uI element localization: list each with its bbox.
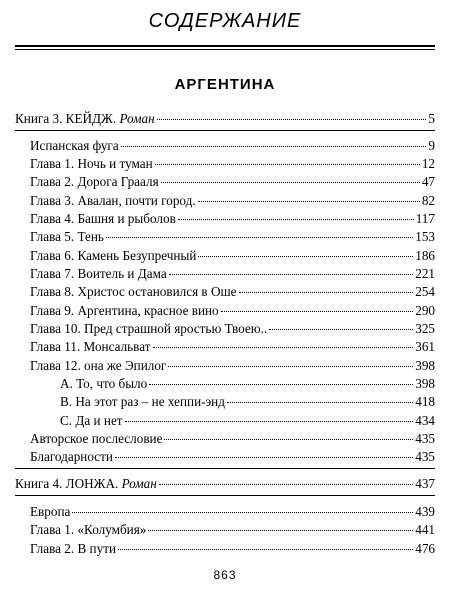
toc-entry-label: Книга 3. КЕЙДЖ. Роман <box>15 111 155 126</box>
toc-entry-page: 153 <box>415 229 435 244</box>
leader-dots <box>153 346 414 348</box>
toc-entry[interactable] <box>30 247 435 264</box>
toc-entry[interactable] <box>30 503 435 520</box>
toc-entry[interactable] <box>30 338 435 355</box>
toc-entry-label: Глава 12. она же Эпилог <box>30 358 167 373</box>
leader-dots <box>164 438 413 440</box>
toc-entry[interactable] <box>30 283 435 300</box>
toc-entry-label: Глава 1. «Колумбия» <box>30 522 147 537</box>
page-header <box>0 10 450 33</box>
toc-entry-page: 435 <box>415 431 435 446</box>
toc-entry-page: 117 <box>415 211 435 226</box>
book-divider <box>15 468 435 469</box>
leader-dots <box>227 401 413 403</box>
toc-entry-label: А. То, что было <box>60 376 148 391</box>
toc-entry[interactable] <box>30 192 435 209</box>
toc-entry-page: 439 <box>415 504 435 519</box>
page-number: 863 <box>213 568 237 582</box>
toc-entry-page: 441 <box>415 522 435 537</box>
toc-entry-page: 254 <box>415 284 435 299</box>
leader-dots <box>149 383 413 385</box>
leader-dots <box>178 218 414 220</box>
leader-dots <box>169 273 413 275</box>
toc-entry-page: 398 <box>415 376 435 391</box>
toc-book-4[interactable] <box>15 475 435 492</box>
toc-entry-page: 221 <box>415 266 435 281</box>
toc-entry-page: 290 <box>415 303 435 318</box>
toc-entry[interactable] <box>30 430 435 447</box>
leader-dots <box>157 118 427 120</box>
toc-entry-label: Глава 6. Камень Безупречный <box>30 248 197 263</box>
toc-entry-label: Благодарности <box>30 449 113 464</box>
toc-entry-page: 434 <box>415 413 435 428</box>
toc-entry-label: Испанская фуга <box>30 138 119 153</box>
leader-dots <box>161 181 420 183</box>
toc-entry-label: Глава 4. Башня и рыболов <box>30 211 176 226</box>
toc-entry-label: Глава 11. Монсальват <box>30 339 151 354</box>
leader-dots <box>155 163 420 165</box>
toc-entry-label: Глава 1. Ночь и туман <box>30 156 153 171</box>
toc-entry[interactable] <box>30 357 435 374</box>
toc-entry-page: 325 <box>415 321 435 336</box>
toc-subentry[interactable] <box>60 393 435 410</box>
part-title: АРГЕНТИНА <box>174 76 276 93</box>
toc-entry-label: Глава 3. Авалан, почти город. <box>30 193 196 208</box>
toc-entry-page: 9 <box>428 138 435 153</box>
book-divider <box>15 130 435 131</box>
toc-entry-page: 186 <box>415 248 435 263</box>
toc-entry-label: Глава 8. Христос остановился в Оше <box>30 284 237 299</box>
toc-entry-label: Книга 4. ЛОНЖА. Роман <box>15 476 157 491</box>
toc-entry[interactable] <box>30 320 435 337</box>
leader-dots <box>106 236 413 238</box>
toc-book-3[interactable] <box>15 110 435 127</box>
toc-subentry[interactable] <box>60 412 435 429</box>
toc-entry[interactable] <box>30 521 435 538</box>
toc-entry-label: Глава 5. Тень <box>30 229 104 244</box>
toc-entry[interactable] <box>30 448 435 465</box>
toc-entry[interactable] <box>30 173 435 190</box>
toc-entry-page: 435 <box>415 449 435 464</box>
header-rule-thick <box>15 45 435 47</box>
leader-dots <box>239 291 414 293</box>
leader-dots <box>118 548 413 550</box>
toc-entry-page: 476 <box>415 541 435 556</box>
book-divider <box>15 495 435 496</box>
toc-entry-label: С. Да и нет <box>60 413 123 428</box>
toc-entry[interactable] <box>30 265 435 282</box>
toc-entry-page: 47 <box>421 174 435 189</box>
toc-entry-label: Европа <box>30 504 71 519</box>
leader-dots <box>121 145 427 147</box>
toc-entry-label: Глава 10. Пред страшной яростью Твоею.. <box>30 321 268 336</box>
toc-entry-page: 12 <box>421 156 435 171</box>
toc-entry-page: 398 <box>415 358 435 373</box>
toc-subentry[interactable] <box>60 375 435 392</box>
toc-entry[interactable] <box>30 210 435 227</box>
contents-title: СОДЕРЖАНИЕ <box>148 10 302 32</box>
leader-dots <box>269 328 413 330</box>
toc-entry-label: Глава 2. В пути <box>30 541 117 556</box>
toc-entry[interactable] <box>30 155 435 172</box>
toc-entry[interactable] <box>30 302 435 319</box>
toc-entry-page: 82 <box>421 193 435 208</box>
toc-entry-label: Глава 9. Аргентина, красное вино <box>30 303 219 318</box>
toc-entry-page: 361 <box>415 339 435 354</box>
toc-entry-page: 5 <box>428 111 435 126</box>
toc-entry-label: Глава 7. Воитель и Дама <box>30 266 167 281</box>
leader-dots <box>115 456 413 458</box>
toc-entry-label: Авторское послесловие <box>30 431 163 446</box>
toc-entry-page: 437 <box>415 476 435 491</box>
toc-entry[interactable] <box>30 540 435 557</box>
toc-entry-page: 418 <box>415 394 435 409</box>
toc-entry-label: Глава 2. Дорога Грааля <box>30 174 159 189</box>
leader-dots <box>168 365 413 367</box>
leader-dots <box>198 200 420 202</box>
leader-dots <box>198 255 413 257</box>
leader-dots <box>72 511 413 513</box>
leader-dots <box>221 310 414 312</box>
toc-entry[interactable] <box>30 228 435 245</box>
leader-dots <box>148 529 413 531</box>
toc-entry[interactable] <box>30 137 435 154</box>
leader-dots <box>125 420 414 422</box>
leader-dots <box>159 483 413 485</box>
header-rule-thin <box>15 49 435 50</box>
toc-entry-label: В. На этот раз – не хеппи-энд <box>60 394 225 409</box>
